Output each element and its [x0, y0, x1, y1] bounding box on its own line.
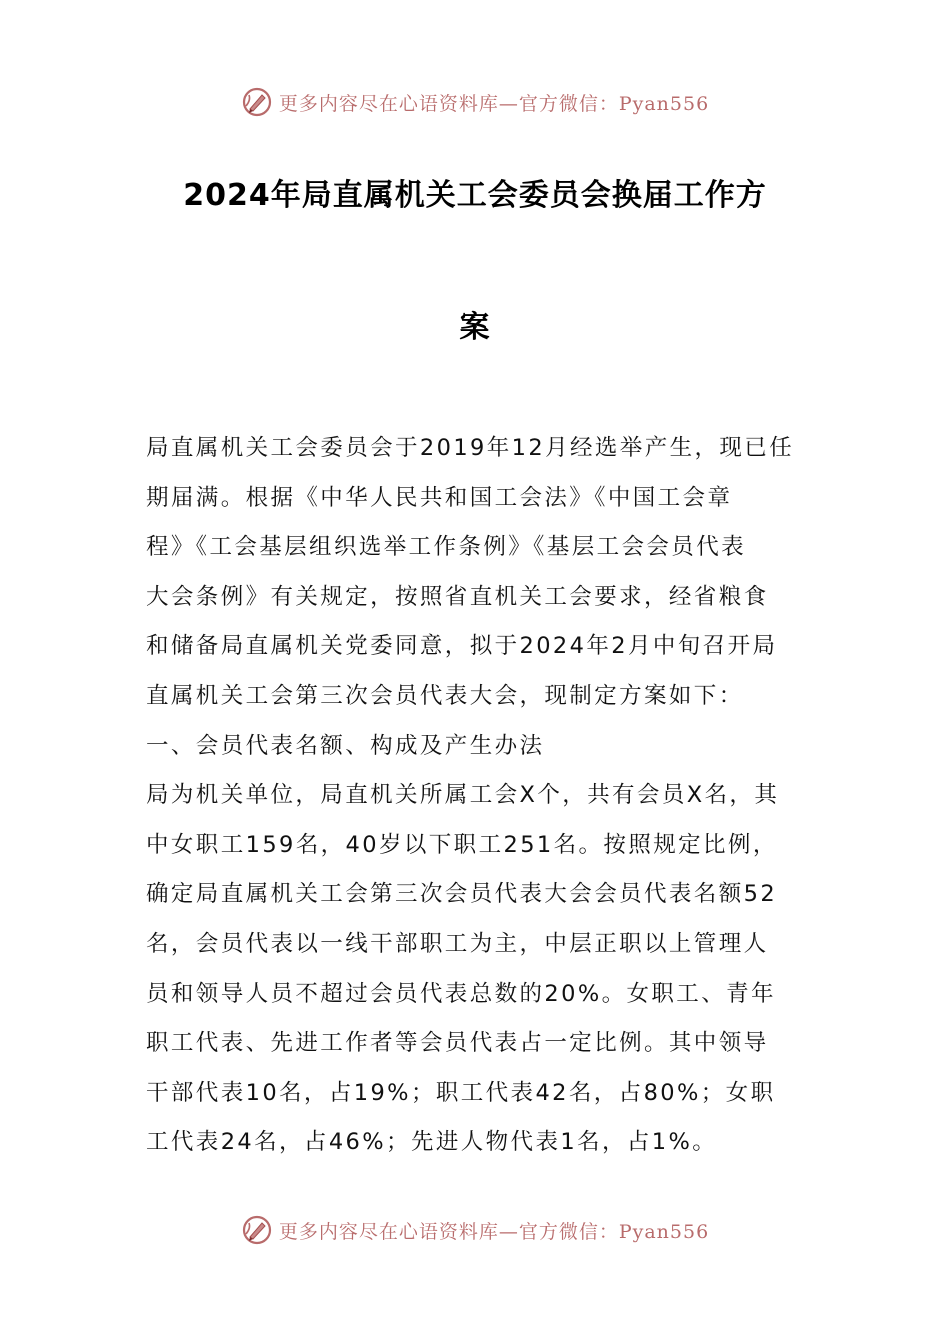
body-line: 员和领导人员不超过会员代表总数的20%。女职工、青年 [146, 980, 776, 1007]
watermark-text: 更多内容尽在心语资料库—官方微信：Pyan556 [278, 1220, 710, 1243]
pen-logo-icon [241, 86, 273, 118]
body-line: 和储备局直属机关党委同意，拟于2024年2月中旬召开局 [146, 633, 778, 660]
body-line: 干部代表10名，占19%；职工代表42名，占80%；女职 [146, 1079, 776, 1106]
body-line: 程》《工会基层组织选举工作条例》《基层工会会员代表 [146, 534, 747, 561]
body-line: 确定局直属机关工会第三次会员代表大会会员代表名额52 [146, 881, 778, 908]
body-line: 中女职工159名，40岁以下职工251名。按照规定比例， [146, 831, 778, 858]
header-watermark-banner [0, 82, 950, 122]
document-body [146, 424, 808, 1168]
document-title-line-2: 案 [459, 310, 491, 345]
body-line: 大会条例》有关规定，按照省直机关工会要求，经省粮食 [146, 583, 769, 610]
body-line: 局为机关单位，局直机关所属工会X个，共有会员X名，其 [146, 782, 780, 809]
body-line: 期届满。根据《中华人民共和国工会法》《中国工会章 [146, 484, 733, 511]
body-line: 名，会员代表以一线干部职工为主，中层正职以上管理人 [146, 930, 769, 957]
body-line: 局直属机关工会委员会于2019年12月经选举产生，现已任 [146, 435, 795, 461]
document-title-line-1: 2024年局直属机关工会委员会换届工作方 [183, 178, 767, 213]
footer-watermark-banner [0, 1210, 950, 1250]
section-heading: 一、会员代表名额、构成及产生办法 [146, 732, 545, 759]
body-line: 工代表24名，占46%；先进人物代表1名，占1%。 [146, 1129, 718, 1156]
watermark-text: 更多内容尽在心语资料库—官方微信：Pyan556 [278, 92, 710, 115]
pen-logo-icon [241, 1214, 273, 1246]
body-line: 职工代表、先进工作者等会员代表占一定比例。其中领导 [146, 1030, 769, 1057]
body-line: 直属机关工会第三次会员代表大会，现制定方案如下： [146, 682, 744, 709]
